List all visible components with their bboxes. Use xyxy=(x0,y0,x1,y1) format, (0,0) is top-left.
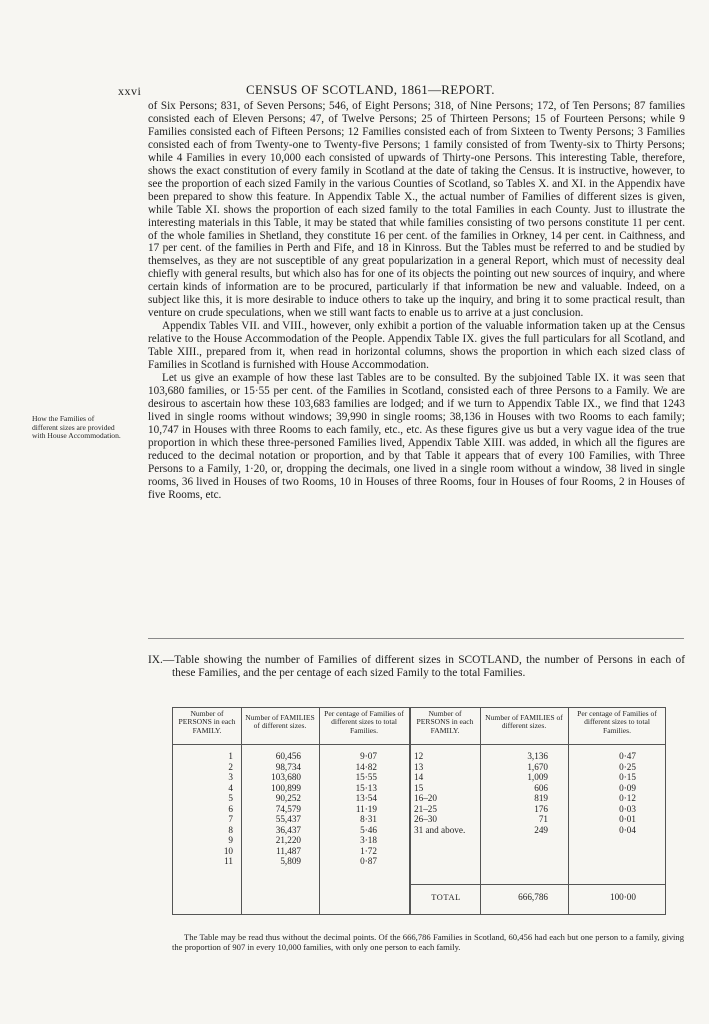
table-footnote: The Table may be read thus without the decimal points. Of the 666,786 Families in Scotland, 60,456 had each but one person to a family, giving the proportion of 907 in every 10,000 families, with only one person to each family. xyxy=(172,932,684,952)
section-rule xyxy=(148,638,684,639)
right-families-column xyxy=(482,751,548,835)
table-cell-persons: 6 xyxy=(228,803,233,814)
header-percent: Per centage of Families of different sizes to total Families. xyxy=(577,709,657,735)
table-cell-families: 90,252 xyxy=(275,793,301,804)
table-header-rule xyxy=(173,744,665,745)
table-cell-persons: 3 xyxy=(228,772,233,783)
table-caption: IX.—Table showing the number of Families of different sizes in SCOTLAND, the number of Persons in each of these Families, and the per centage of each sized Family to the total Families. xyxy=(148,654,685,680)
table-cell-percent: 0·01 xyxy=(619,814,636,825)
table-cell-persons: 31 and above. xyxy=(414,824,466,835)
right-persons-column xyxy=(414,751,478,835)
table-cell-families: 249 xyxy=(534,824,548,835)
table-cell-families: 176 xyxy=(534,803,548,814)
header-persons: Number of PERSONS in each FAMILY. xyxy=(178,709,236,735)
table-cell-percent: 15·13 xyxy=(355,782,377,793)
table-cell-persons: 13 xyxy=(414,761,424,772)
paragraph: Appendix Tables VII. and VIII., however, only exhibit a portion of the valuable information taken up at the Census relative to the House Accommodation of the People. Appendix Table IX. gives the full particulars for all Scotland, and Table XIII., prepared from it, when read in horizontal columns, shows the proportion in which each sized class of Families in Scotland is furnished with House Accommodation. xyxy=(148,320,685,372)
table-cell-percent: 11·19 xyxy=(355,803,377,814)
table-cell-families: 1,009 xyxy=(527,772,548,783)
table-cell-persons: 12 xyxy=(414,751,424,761)
table-cell-families: 74,579 xyxy=(275,803,301,814)
table-cell-persons: 15 xyxy=(414,782,424,793)
table-cell-persons: 21–25 xyxy=(414,803,437,814)
table-cell-percent: 0·47 xyxy=(619,751,636,761)
left-persons-column xyxy=(173,751,233,867)
table-cell-persons: 26–30 xyxy=(414,814,437,825)
table-cell-percent: 8·31 xyxy=(360,814,377,825)
table-cell-percent: 15·55 xyxy=(355,772,377,783)
total-percent: 100·00 xyxy=(609,892,636,902)
header-families: Number of FAMILIES of different sizes. xyxy=(245,713,315,731)
table-cell-persons: 1 xyxy=(228,751,233,761)
table-cell-persons: 16–20 xyxy=(414,793,437,804)
table-cell-percent: 1·72 xyxy=(360,845,377,856)
table-cell-percent: 3·18 xyxy=(360,835,377,846)
total-label: TOTAL xyxy=(431,893,461,902)
table-cell-persons: 5 xyxy=(228,793,233,804)
table-cell-families: 60,456 xyxy=(275,751,301,761)
body-text xyxy=(148,100,685,502)
page-number: xxvi xyxy=(118,84,142,98)
table-cell-percent: 0·15 xyxy=(619,772,636,783)
table-total-rule xyxy=(410,884,665,885)
header-families: Number of FAMILIES of different sizes. xyxy=(485,713,563,731)
left-families-column xyxy=(243,751,301,867)
header-persons: Number of PERSONS in each FAMILY. xyxy=(416,709,474,735)
families-table xyxy=(172,707,666,915)
table-cell-families: 3,136 xyxy=(527,751,548,761)
running-title: CENSUS OF SCOTLAND, 1861—REPORT. xyxy=(246,82,495,97)
table-cell-families: 11,487 xyxy=(276,845,301,856)
table-cell-persons: 8 xyxy=(228,824,233,835)
table-cell-families: 103,680 xyxy=(271,772,301,783)
table-cell-persons: 7 xyxy=(228,814,233,825)
table-cell-percent: 5·46 xyxy=(360,824,377,835)
table-cell-percent: 0·04 xyxy=(619,824,636,835)
left-percent-column xyxy=(321,751,377,867)
table-cell-persons: 4 xyxy=(228,782,233,793)
table-cell-percent: 0·87 xyxy=(360,856,377,867)
table-cell-families: 100,899 xyxy=(271,782,301,793)
table-cell-families: 606 xyxy=(534,782,548,793)
total-families: 666,786 xyxy=(518,892,548,902)
table-cell-families: 71 xyxy=(538,814,548,825)
table-cell-persons: 9 xyxy=(228,835,233,846)
table-divider xyxy=(319,708,320,914)
table-cell-families: 5,809 xyxy=(280,856,301,867)
table-cell-persons: 11 xyxy=(224,856,233,867)
table-cell-families: 819 xyxy=(534,793,548,804)
table-cell-families: 55,437 xyxy=(275,814,301,825)
table-cell-percent: 9·07 xyxy=(360,751,377,761)
table-cell-percent: 0·25 xyxy=(619,761,636,772)
table-cell-persons: 10 xyxy=(223,845,233,856)
table-cell-persons: 2 xyxy=(228,761,233,772)
table-cell-percent: 0·12 xyxy=(619,793,636,804)
table-cell-families: 21,220 xyxy=(275,835,301,846)
margin-note: How the Families of different sizes are provided with House Accommodation. xyxy=(32,414,121,441)
table-divider xyxy=(241,708,242,914)
paragraph: of Six Persons; 831, of Seven Persons; 546, of Eight Persons; 318, of Nine Persons; 172, of Ten Persons; 87 families consisted each of Eleven Persons; 47, of Twelve Persons; 25 of Thirteen Persons; 15 of Fourteen Persons; while 9 Families consisted each of Fifteen Persons; 12 Families consisted each of from Sixteen to Twenty Persons; 3 Families consisted each of from Twenty-one to Twenty-five Persons; 1 family consisted of from Twenty-six to Thirty Persons; while 4 Families in every 10,000 each consisted of upwards of Thirty-one Persons. This interesting Table, therefore, shows the exact constitution of every family in Scotland at the date of taking the Census. It is instructive, however, to see the proportion of each sized Family in the various Counties of Scotland, so Tables X. and XI. in the Appendix have been prepared to show this feature. In Appendix Table X., the actual number of Families of different sizes is given, while Table XI. shows the proportion of each sized family to the total Families in each County. Just to illustrate the interesting materials in this Table, it may be stated that while families consisting of two persons constitute 11 per cent. of the whole families in Shetland, they constitute 16 per cent. of the families in Orkney, 14 per cent. in Caithness, and 17 per cent. of the families in Perth and Fife, and 18 in Kinross. But the Tables must be referred to and be studied by themselves, as they are not susceptible of any great popularization in a general Report, which must of necessity deal chiefly with general results, but which also has for one of its objects the pointing out new sources of inquiry, and where certain kinds of information are to be procured, particularly if that information be new and valuable. Indeed, on a subject like this, it is more desirable to induce others to take up the inquiry, and bring it to some practical result, than venture on crude speculations, when we still want facts to enable us to arrive at a just conclusion. xyxy=(148,100,685,320)
header-percent: Per centage of Families of different sizes to total Families. xyxy=(324,709,404,735)
table-cell-persons: 14 xyxy=(414,772,424,783)
right-percent-column xyxy=(570,751,636,835)
table-cell-percent: 14·82 xyxy=(355,761,377,772)
table-cell-percent: 0·09 xyxy=(619,782,636,793)
table-cell-families: 1,670 xyxy=(527,761,548,772)
table-cell-families: 36,437 xyxy=(275,824,301,835)
table-cell-percent: 0·03 xyxy=(619,803,636,814)
paragraph: Let us give an example of how these last Tables are to be consulted. By the subjoined Table IX. it was seen that 103,680 families, or 15·55 per cent. of the Families in Scotland, consisted each of three Persons to a Family. We are desirous to ascertain how these 103,683 families are lodged; and if we turn to Appendix Table IX., we find that 1243 lived in single rooms without windows; 39,990 in single rooms; 38,136 in Houses with two Rooms to each family; 10,747 in Houses with three Rooms to each family, etc., etc. As these figures give us but a very vague idea of the true proportion in which these three-personed Families lived, Appendix Table XIII. was added, in which all the figures are reduced to the decimal notation or proportion, and by that Table it appears that of every 100 Families, with Three Persons to a Family, 1·20, or, dropping the decimals, one lived in a single room without a window, 38 lived in single rooms, 36 lived in Houses of two Rooms, 10 in Houses of three Rooms, four in Houses of four Rooms, 2 in Houses of five Rooms, etc. xyxy=(148,372,685,501)
table-cell-families: 98,734 xyxy=(275,761,301,772)
table-cell-percent: 13·54 xyxy=(355,793,377,804)
